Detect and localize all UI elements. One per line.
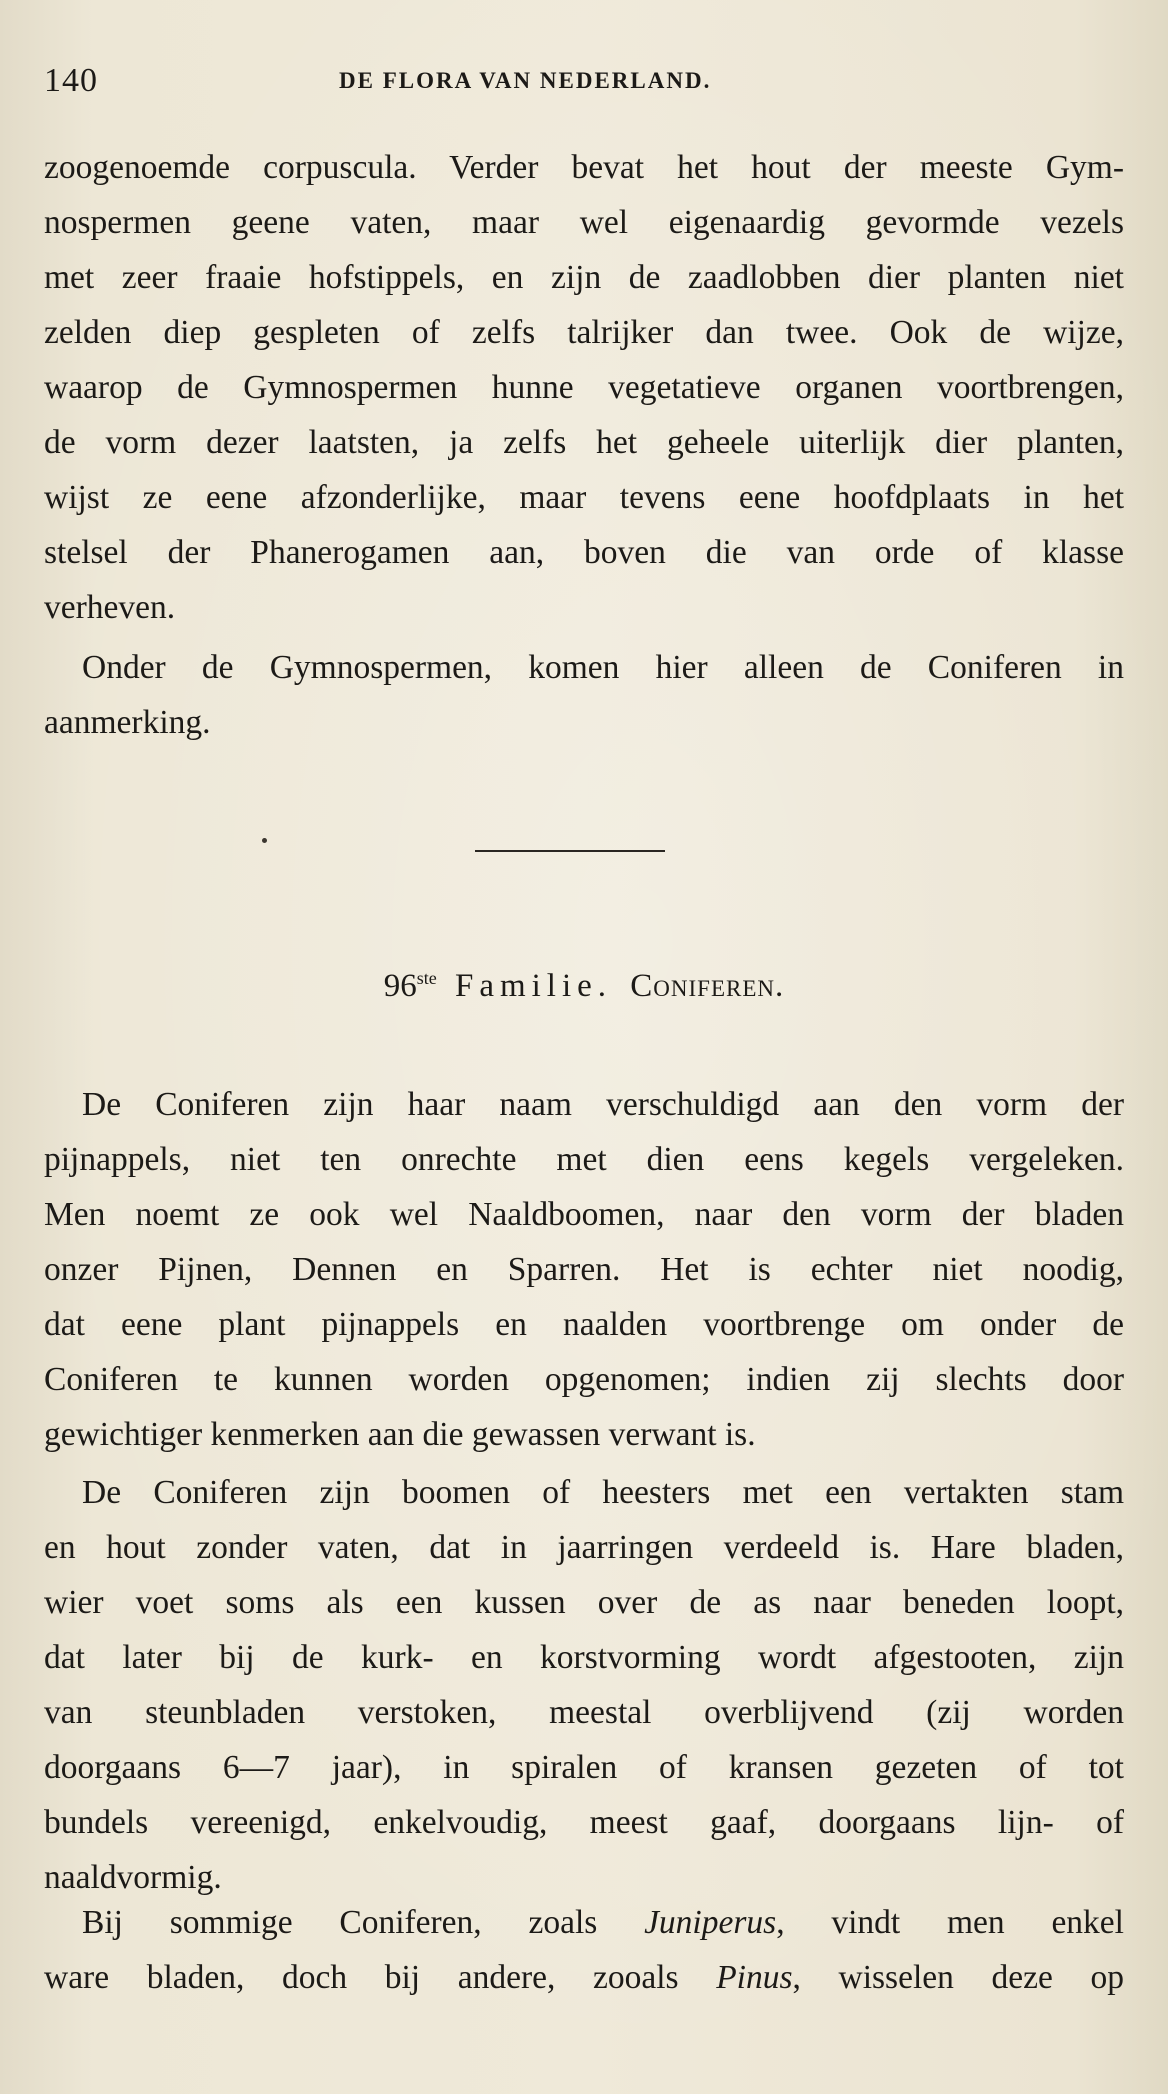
text-line: en hout zonder vaten, dat in jaarringen verdeeld is. Hare bladen, <box>44 1529 1124 1566</box>
genus-pinus: Pinus <box>716 1959 793 1996</box>
second-paragraph <box>44 640 1124 750</box>
intro-paragraph <box>44 140 1124 635</box>
text-line: De Coniferen zijn boomen of heesters met een vertakten stam <box>82 1474 1124 1511</box>
text-line: nospermen geene vaten, maar wel eigenaardig gevormde vezels <box>44 204 1124 241</box>
text-line: Men noemt ze ook wel Naaldboomen, naar den vorm der bladen <box>44 1196 1124 1233</box>
paragraph-coniferen-description <box>44 1465 1124 1905</box>
family-word: Familie. <box>454 968 613 1004</box>
family-heading <box>0 968 1168 1005</box>
text-line: doorgaans 6—7 jaar), in spiralen of kransen gezeten of tot <box>44 1749 1124 1786</box>
section-divider <box>475 850 665 852</box>
text-line: verheven. <box>44 589 176 626</box>
text-line: wijst ze eene afzonderlijke, maar tevens eene hoofdplaats in het <box>44 479 1124 516</box>
running-head: DE FLORA VAN NEDERLAND. <box>339 68 712 93</box>
text-line: zelden diep gespleten of zelfs talrijker dan twee. Ook de wijze, <box>44 314 1124 351</box>
text-line: met zeer fraaie hofstippels, en zijn de zaadlobben dier planten niet <box>44 259 1124 296</box>
text-line: ware bladen, doch bij andere, zooals Pinus, wisselen deze op <box>44 1959 1124 1996</box>
page-number: 140 <box>44 62 98 99</box>
page-header <box>44 62 1124 102</box>
family-name: Coniferen. <box>630 968 785 1004</box>
text-line: aanmerking. <box>44 704 211 741</box>
paragraph-bladen <box>44 1895 1124 2005</box>
text-line: zoogenoemde corpuscula. Verder bevat het hout der meeste Gym- <box>44 149 1124 186</box>
text-line: bundels vereenigd, enkelvoudig, meest gaaf, doorgaans lijn- of <box>44 1804 1124 1841</box>
text-line: Onder de Gymnospermen, komen hier alleen de Coniferen in <box>82 649 1124 686</box>
text-line: pijnappels, niet ten onrechte met dien eens kegels vergeleken. <box>44 1141 1124 1178</box>
text-line: De Coniferen zijn haar naam verschuldigd aan den vorm der <box>82 1086 1124 1123</box>
text-line: dat later bij de kurk- en korstvorming wordt afgestooten, zijn <box>44 1639 1124 1676</box>
text-line: Bij sommige Coniferen, zoals Juniperus, vindt men enkel <box>82 1904 1124 1941</box>
text-line: Coniferen te kunnen worden opgenomen; indien zij slechts door <box>44 1361 1124 1398</box>
text-line: wier voet soms als een kussen over de as naar beneden loopt, <box>44 1584 1124 1621</box>
text-line: van steunbladen verstoken, meestal overblijvend (zij worden <box>44 1694 1124 1731</box>
text-line: stelsel der Phanerogamen aan, boven die van orde of klasse <box>44 534 1124 571</box>
family-number: 96ste <box>383 968 437 1004</box>
paragraph-coniferen-name <box>44 1077 1124 1462</box>
text-line: gewichtiger kenmerken aan die gewassen verwant is. <box>44 1416 756 1453</box>
family-number-suffix: ste <box>416 968 437 988</box>
text-line: naaldvormig. <box>44 1859 222 1896</box>
genus-juniperus: Juniperus <box>644 1904 777 1941</box>
text-line: de vorm dezer laatsten, ja zelfs het geheele uiterlijk dier planten, <box>44 424 1124 461</box>
text-line: waarop de Gymnospermen hunne vegetatieve organen voortbrengen, <box>44 369 1124 406</box>
text-line: dat eene plant pijnappels en naalden voortbrenge om onder de <box>44 1306 1124 1343</box>
ink-speck <box>262 838 267 843</box>
text-line: onzer Pijnen, Dennen en Sparren. Het is echter niet noodig, <box>44 1251 1124 1288</box>
